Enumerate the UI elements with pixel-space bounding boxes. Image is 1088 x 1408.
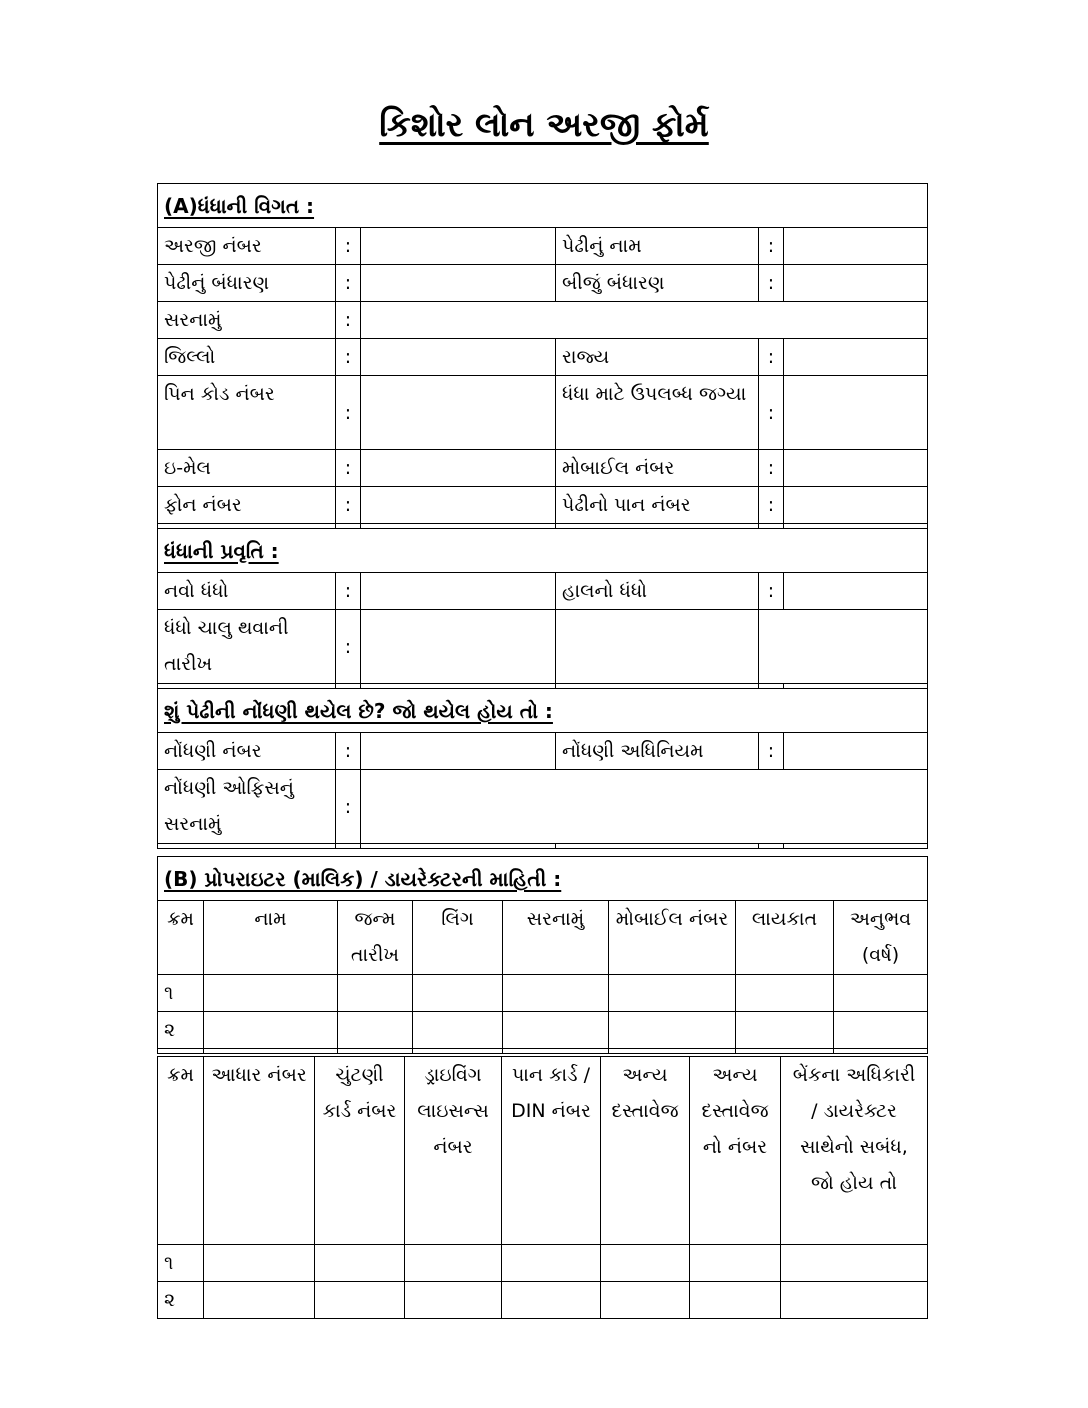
colon: : (759, 265, 784, 302)
experience-cell[interactable] (834, 975, 928, 1012)
reg-office-address-field[interactable] (361, 770, 928, 844)
col-header-mobile: મોબાઈલ નંબર (609, 901, 736, 975)
bank-relation-cell[interactable] (781, 1282, 928, 1319)
bank-relation-cell[interactable] (781, 1245, 928, 1282)
table-row (158, 1012, 928, 1049)
colon: : (336, 339, 361, 376)
birth-date-cell[interactable] (338, 975, 413, 1012)
col-header-experience: અનુભવ (વર્ષ) (834, 901, 928, 975)
colon: : (336, 302, 361, 339)
col-header-serial: ક્રમ (158, 901, 204, 975)
other-document-cell[interactable] (601, 1245, 690, 1282)
col-header-bank-relation: બેંકના અધિકારી / ડાયરેક્ટર સાથેનો સબંધ, જો હોય તો (781, 1057, 928, 1245)
label-business-place: ધંધા માટે ઉપલબ્ધ જગ્યા (556, 376, 759, 450)
colon: : (759, 339, 784, 376)
label-firm-pan: પેઢીનો પાન નંબર (556, 487, 759, 524)
firm-pan-field[interactable] (784, 487, 928, 524)
label-state: રાજ્ય (556, 339, 759, 376)
row-serial: ૧ (158, 975, 204, 1012)
voter-card-cell[interactable] (315, 1282, 405, 1319)
registration-heading: શું પેઢીની નોંધણી થયેલ છે? જો થયેલ હોય તો : (164, 698, 553, 723)
birth-date-cell[interactable] (338, 1012, 413, 1049)
name-cell[interactable] (204, 975, 338, 1012)
colon: : (336, 573, 361, 610)
col-header-name: નામ (204, 901, 338, 975)
colon: : (759, 450, 784, 487)
table-row (158, 1282, 928, 1319)
colon: : (336, 770, 361, 844)
label-firm-constitution: પેઢીનું બંધારણ (158, 265, 336, 302)
label-new-business: નવો ધંધો (158, 573, 336, 610)
other-constitution-field[interactable] (784, 265, 928, 302)
firm-constitution-field[interactable] (361, 265, 556, 302)
section-a-heading: (A)ધંધાની વિગત : (164, 193, 315, 218)
proprietor-details-table (157, 856, 928, 1054)
driving-license-cell[interactable] (405, 1282, 502, 1319)
col-header-voter-card: ચુંટણી કાર્ડ નંબર (315, 1057, 405, 1245)
label-start-date: ધંધો ચાલુ થવાની તારીખ (158, 610, 336, 684)
form-title: કિશોર લોન અરજી ફોર્મ (379, 105, 709, 145)
current-business-field[interactable] (784, 573, 928, 610)
mobile-cell[interactable] (609, 1012, 736, 1049)
colon: : (336, 610, 361, 684)
colon: : (336, 733, 361, 770)
label-reg-act: નોંધણી અધિનિયમ (556, 733, 759, 770)
table-header-row (158, 1057, 928, 1245)
gender-cell[interactable] (413, 1012, 503, 1049)
aadhaar-cell[interactable] (204, 1245, 315, 1282)
new-business-field[interactable] (361, 573, 556, 610)
colon: : (336, 376, 361, 450)
other-document-no-cell[interactable] (690, 1245, 781, 1282)
spacer-row (158, 1049, 928, 1054)
district-field[interactable] (361, 339, 556, 376)
registration-heading-row (158, 689, 928, 733)
row-serial: ૨ (158, 1012, 204, 1049)
col-header-other-document: અન્ય દસ્તાવેજ (601, 1057, 690, 1245)
label-pin-code: પિન કોડ નંબર (158, 376, 336, 450)
col-header-pan-din: પાન કાર્ડ / DIN નંબર (502, 1057, 601, 1245)
table-header-row (158, 901, 928, 975)
start-date-field[interactable] (361, 610, 556, 684)
label-firm-name: પેઢીનું નામ (556, 228, 759, 265)
pan-din-cell[interactable] (502, 1245, 601, 1282)
phone-field[interactable] (361, 487, 556, 524)
colon: : (336, 228, 361, 265)
address-cell[interactable] (503, 1012, 609, 1049)
label-reg-no: નોંધણી નંબર (158, 733, 336, 770)
state-field[interactable] (784, 339, 928, 376)
qualification-cell[interactable] (736, 1012, 834, 1049)
colon: : (336, 450, 361, 487)
qualification-cell[interactable] (736, 975, 834, 1012)
business-place-field[interactable] (784, 376, 928, 450)
address-cell[interactable] (503, 975, 609, 1012)
colon: : (759, 228, 784, 265)
mobile-cell[interactable] (609, 975, 736, 1012)
aadhaar-cell[interactable] (204, 1282, 315, 1319)
colon: : (759, 376, 784, 450)
name-cell[interactable] (204, 1012, 338, 1049)
label-other-constitution: બીજું બંધારણ (556, 265, 759, 302)
label-current-business: હાલનો ધંધો (556, 573, 759, 610)
label-application-no: અરજી નંબર (158, 228, 336, 265)
section-b-heading: (B) પ્રોપરાઇટર (માલિક) / ડાયરેક્ટરની માહિતી : (164, 866, 562, 891)
label-phone: ફોન નંબર (158, 487, 336, 524)
driving-license-cell[interactable] (405, 1245, 502, 1282)
col-header-birth-date: જન્મ તારીખ (338, 901, 413, 975)
label-email: ઇ-મેલ (158, 450, 336, 487)
col-header-aadhaar: આધાર નંબર (204, 1057, 315, 1245)
experience-cell[interactable] (834, 1012, 928, 1049)
table-row (158, 1245, 928, 1282)
row-serial: ૧ (158, 1245, 204, 1282)
col-header-driving-license: ડ્રાઇવિંગ લાઇસન્સ નંબર (405, 1057, 502, 1245)
email-field[interactable] (361, 450, 556, 487)
reg-no-field[interactable] (361, 733, 556, 770)
colon: : (759, 487, 784, 524)
empty-cell (556, 610, 759, 684)
activity-heading-row (158, 529, 928, 573)
col-header-gender: લિંગ (413, 901, 503, 975)
label-address: સરનામું (158, 302, 336, 339)
col-header-address: સરનામું (503, 901, 609, 975)
table-row (158, 975, 928, 1012)
proprietor-documents-table (157, 1056, 928, 1319)
col-header-qualification: લાયકાત (736, 901, 834, 975)
pan-din-cell[interactable] (502, 1282, 601, 1319)
label-district: જિલ્લો (158, 339, 336, 376)
label-mobile: મોબાઈલ નંબર (556, 450, 759, 487)
colon: : (336, 487, 361, 524)
application-no-field[interactable] (361, 228, 556, 265)
other-document-no-cell[interactable] (690, 1282, 781, 1319)
voter-card-cell[interactable] (315, 1245, 405, 1282)
pin-code-field[interactable] (361, 376, 556, 450)
row-serial: ૨ (158, 1282, 204, 1319)
mobile-field[interactable] (784, 450, 928, 487)
other-document-cell[interactable] (601, 1282, 690, 1319)
label-reg-office-address: નોંધણી ઓફિસનું સરનામું (158, 770, 336, 844)
spacer-row (158, 844, 928, 849)
gender-cell[interactable] (413, 975, 503, 1012)
reg-act-field[interactable] (784, 733, 928, 770)
section-b-heading-row (158, 857, 928, 901)
firm-name-field[interactable] (784, 228, 928, 265)
colon: : (759, 733, 784, 770)
address-field[interactable] (361, 302, 928, 339)
colon: : (759, 573, 784, 610)
colon: : (336, 265, 361, 302)
business-details-table (157, 183, 928, 849)
col-header-other-document-no: અન્ય દસ્તાવેજ નો નંબર (690, 1057, 781, 1245)
empty-cell (759, 610, 928, 684)
section-a-heading-row (158, 184, 928, 228)
activity-heading: ધંધાની પ્રવૃતિ : (164, 538, 279, 563)
col-header-serial: ક્રમ (158, 1057, 204, 1245)
